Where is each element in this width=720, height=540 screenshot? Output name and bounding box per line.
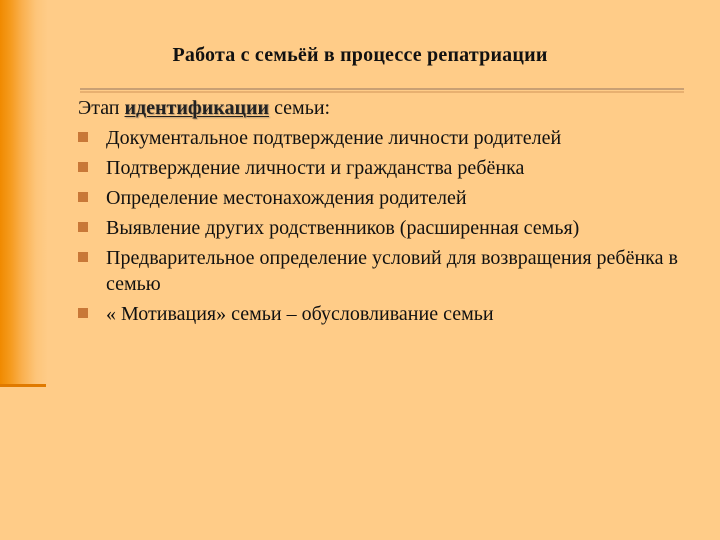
- stage-heading: [78, 95, 698, 125]
- list-item: [78, 245, 698, 297]
- list-item-text: Подтверждение личности и гражданства ребёнка: [106, 157, 525, 179]
- list-item-text: Предварительное определение условий для возвращения ребёнка в семью: [106, 247, 678, 295]
- list-item-text: Выявление других родственников (расширенная семья): [106, 217, 580, 239]
- slide-content: [78, 95, 698, 331]
- list-item: [78, 185, 698, 211]
- square-bullet-icon: [78, 252, 88, 262]
- list-item-text: « Мотивация» семьи – обусловливание семьи: [106, 303, 494, 325]
- square-bullet-icon: [78, 192, 88, 202]
- list-item-text: Документальное подтверждение личности родителей: [106, 127, 562, 149]
- stage-suffix: семьи:: [269, 97, 331, 119]
- stage-prefix: Этап: [78, 97, 125, 119]
- divider-line-light: [80, 91, 684, 93]
- list-item: [78, 125, 698, 151]
- bullet-list: [78, 125, 698, 327]
- decorative-left-band: [0, 0, 48, 386]
- stage-highlight-word: идентификации: [124, 97, 270, 119]
- list-item: [78, 155, 698, 181]
- divider-line-dark: [80, 88, 684, 90]
- square-bullet-icon: [78, 162, 88, 172]
- list-item: [78, 215, 698, 241]
- square-bullet-icon: [78, 308, 88, 318]
- list-item: [78, 301, 698, 327]
- slide-title: Работа с семьёй в процессе репатриации: [172, 44, 548, 66]
- square-bullet-icon: [78, 222, 88, 232]
- decorative-band-edge: [0, 384, 46, 387]
- square-bullet-icon: [78, 132, 88, 142]
- title-divider: [80, 88, 684, 94]
- list-item-text: Определение местонахождения родителей: [106, 187, 467, 209]
